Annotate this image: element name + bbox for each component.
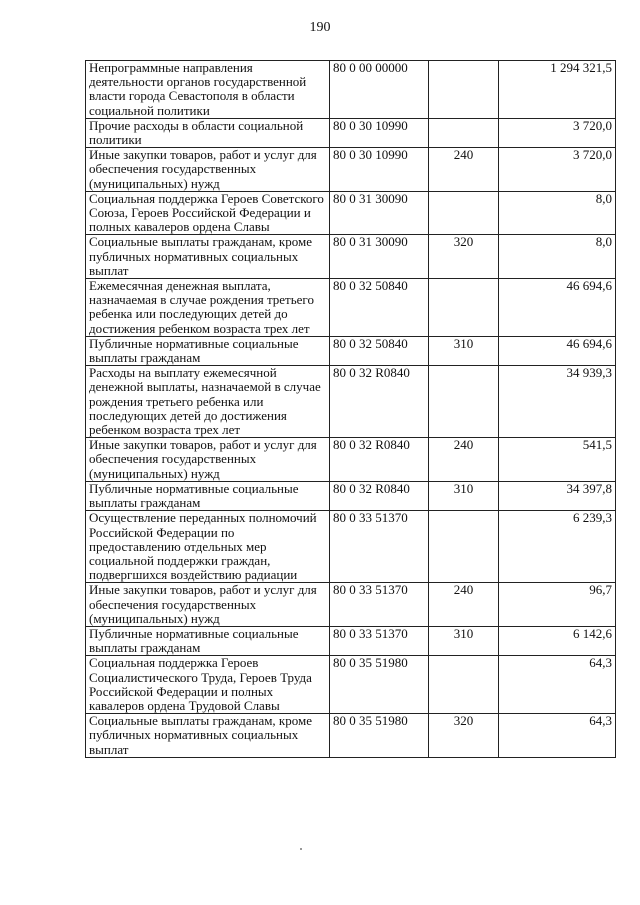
row-name-cell: Публичные нормативные социальные выплаты гражданам [86, 481, 330, 510]
row-code-cell: 80 0 35 51980 [330, 714, 429, 758]
table-row [86, 235, 616, 279]
row-expense-type-cell: 310 [429, 336, 499, 365]
row-amount-cell: 6 142,6 [499, 626, 616, 655]
row-amount-cell: 3 720,0 [499, 148, 616, 192]
row-amount-cell: 8,0 [499, 235, 616, 279]
row-code-cell: 80 0 32 R0840 [330, 438, 429, 482]
row-name-cell: Непрограммные направления деятельности органов государственной власти города Севастополя в области социальной политики [86, 61, 330, 119]
row-amount-cell: 1 294 321,5 [499, 61, 616, 119]
row-name-cell: Расходы на выплату ежемесячной денежной выплаты, назначаемой в случае рождения третьего ребенка или последующих детей до достижения ребенком возраста трех лет [86, 366, 330, 438]
row-name-cell: Прочие расходы в области социальной политики [86, 118, 330, 147]
row-expense-type-cell [429, 656, 499, 714]
row-code-cell: 80 0 32 50840 [330, 336, 429, 365]
table-row [86, 714, 616, 758]
row-amount-cell: 64,3 [499, 714, 616, 758]
table-row [86, 118, 616, 147]
table-row [86, 336, 616, 365]
row-code-cell: 80 0 31 30090 [330, 235, 429, 279]
table-row [86, 366, 616, 438]
row-expense-type-cell: 240 [429, 583, 499, 627]
row-expense-type-cell: 240 [429, 148, 499, 192]
row-name-cell: Иные закупки товаров, работ и услуг для обеспечения государственных (муниципальных) нужд [86, 148, 330, 192]
table-row [86, 656, 616, 714]
row-code-cell: 80 0 32 R0840 [330, 481, 429, 510]
row-name-cell: Иные закупки товаров, работ и услуг для обеспечения государственных (муниципальных) нужд [86, 583, 330, 627]
row-code-cell: 80 0 35 51980 [330, 656, 429, 714]
row-expense-type-cell [429, 511, 499, 583]
row-name-cell: Социальные выплаты гражданам, кроме публичных нормативных социальных выплат [86, 235, 330, 279]
row-name-cell: Публичные нормативные социальные выплаты гражданам [86, 336, 330, 365]
row-expense-type-cell: 240 [429, 438, 499, 482]
row-amount-cell: 34 397,8 [499, 481, 616, 510]
row-amount-cell: 96,7 [499, 583, 616, 627]
row-amount-cell: 3 720,0 [499, 118, 616, 147]
row-code-cell: 80 0 33 51370 [330, 583, 429, 627]
row-expense-type-cell: 310 [429, 481, 499, 510]
row-expense-type-cell [429, 279, 499, 337]
row-code-cell: 80 0 32 50840 [330, 279, 429, 337]
row-code-cell: 80 0 31 30090 [330, 191, 429, 235]
row-expense-type-cell: 320 [429, 235, 499, 279]
table-row [86, 583, 616, 627]
budget-table-body [86, 61, 616, 758]
row-expense-type-cell [429, 366, 499, 438]
row-code-cell: 80 0 32 R0840 [330, 366, 429, 438]
row-code-cell: 80 0 33 51370 [330, 626, 429, 655]
table-row [86, 279, 616, 337]
row-amount-cell: 46 694,6 [499, 279, 616, 337]
table-row [86, 511, 616, 583]
row-name-cell: Осуществление переданных полномочий Российской Федерации по предоставлению отдельных мер социальной поддержки граждан, подвергшихся воздействию радиации [86, 511, 330, 583]
row-amount-cell: 541,5 [499, 438, 616, 482]
row-name-cell: Ежемесячная денежная выплата, назначаемая в случае рождения третьего ребенка или последующих детей до достижения ребенком возраста трех лет [86, 279, 330, 337]
row-amount-cell: 6 239,3 [499, 511, 616, 583]
row-amount-cell: 8,0 [499, 191, 616, 235]
row-name-cell: Социальные выплаты гражданам, кроме публичных нормативных социальных выплат [86, 714, 330, 758]
row-name-cell: Иные закупки товаров, работ и услуг для обеспечения государственных (муниципальных) нужд [86, 438, 330, 482]
page-number: 190 [309, 20, 331, 35]
table-row [86, 191, 616, 235]
budget-table [85, 60, 616, 758]
row-code-cell: 80 0 30 10990 [330, 148, 429, 192]
row-expense-type-cell [429, 118, 499, 147]
row-name-cell: Публичные нормативные социальные выплаты гражданам [86, 626, 330, 655]
row-code-cell: 80 0 00 00000 [330, 61, 429, 119]
table-row [86, 438, 616, 482]
table-row [86, 61, 616, 119]
row-expense-type-cell [429, 191, 499, 235]
table-row [86, 481, 616, 510]
row-name-cell: Социальная поддержка Героев Социалистического Труда, Героев Труда Российской Федерации и полных кавалеров ордена Трудовой Славы [86, 656, 330, 714]
row-code-cell: 80 0 30 10990 [330, 118, 429, 147]
row-amount-cell: 34 939,3 [499, 366, 616, 438]
row-expense-type-cell [429, 61, 499, 119]
row-code-cell: 80 0 33 51370 [330, 511, 429, 583]
table-row [86, 626, 616, 655]
scan-speck [300, 848, 302, 850]
row-expense-type-cell: 310 [429, 626, 499, 655]
row-name-cell: Социальная поддержка Героев Советского Союза, Героев Российской Федерации и полных кавалеров ордена Славы [86, 191, 330, 235]
row-expense-type-cell: 320 [429, 714, 499, 758]
row-amount-cell: 64,3 [499, 656, 616, 714]
table-row [86, 148, 616, 192]
row-amount-cell: 46 694,6 [499, 336, 616, 365]
